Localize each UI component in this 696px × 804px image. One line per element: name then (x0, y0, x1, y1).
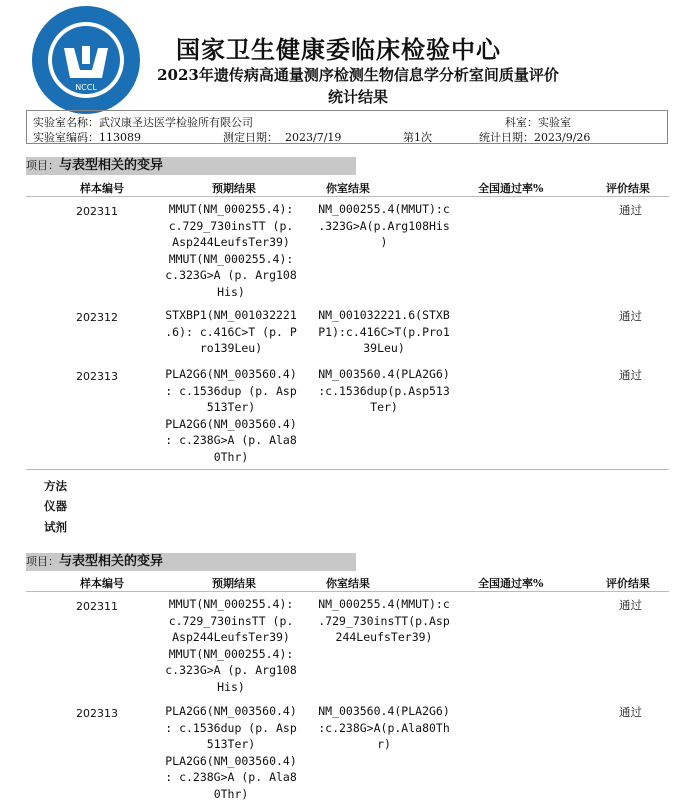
divider (26, 196, 669, 197)
col-pass-rate: 全国通过率% (478, 182, 544, 195)
divider (26, 469, 669, 470)
dept-label: 科室： (505, 116, 538, 129)
sample-id: 202311 (76, 205, 118, 218)
col-eval: 评价结果 (606, 182, 650, 195)
dept: 实验室 (538, 116, 571, 129)
expected-result: MMUT(NM_000255.4): c.729_730insTT (p. Asp244LeufsTer39) MMUT(NM_000255.4): c.323G>A (p. Arg108 His) (165, 202, 297, 299)
col-expected: 预期结果 (212, 182, 256, 195)
expected-result: MMUT(NM_000255.4): c.729_730insTT (p. Asp244LeufsTer39) MMUT(NM_000255.4): c.323G>A (p. Arg108 His) (165, 597, 297, 694)
your-result: NM_001032221.6(STXB P1):c.416C>T(p.Pro1 39Leu) (318, 308, 450, 355)
test-date-label: 测定日期： (223, 131, 278, 144)
lab-name: 武汉康圣达医学检验所有限公司 (99, 116, 253, 129)
eval-result: 通过 (619, 368, 642, 382)
nccl-logo (30, 4, 142, 116)
your-result: NM_003560.4(PLA2G6) :c.1536dup(p.Asp513 Ter) (318, 367, 450, 414)
eval-result: 通过 (619, 203, 642, 217)
lab-code-row (33, 129, 141, 145)
method-label: 方法 (44, 479, 67, 493)
section-name: 与表型相关的变异 (59, 158, 164, 173)
col-yours: 你室结果 (326, 577, 370, 590)
dept-row (505, 114, 571, 130)
sample-id: 202313 (76, 707, 118, 720)
reagent-label: 试剂 (44, 520, 67, 534)
round: 第1次 (403, 131, 432, 144)
col-expected: 预期结果 (212, 577, 256, 590)
eval-result: 通过 (619, 598, 642, 612)
section-prefix: 项目： (26, 555, 59, 568)
eval-result: 通过 (619, 309, 642, 323)
col-sample: 样本编号 (80, 182, 124, 195)
sample-id: 202311 (76, 600, 118, 613)
sample-id: 202312 (76, 311, 118, 324)
sample-id: 202313 (76, 370, 118, 383)
stat-date-label: 统计日期： (479, 131, 534, 144)
col-yours: 你室结果 (326, 182, 370, 195)
lab-code: 113089 (99, 131, 141, 144)
your-result: NM_000255.4(MMUT):c .729_730insTT(p.Asp 244LeufsTer39) (318, 597, 450, 644)
lab-code-label: 实验室编码： (33, 131, 99, 144)
expected-result: PLA2G6(NM_003560.4) : c.1536dup (p. Asp 513Ter) PLA2G6(NM_003560.4) : c.238G>A (p. Ala8 0Thr) (165, 704, 297, 801)
your-result: NM_000255.4(MMUT):c .323G>A(p.Arg108His ) (318, 202, 450, 249)
lab-name-row (33, 114, 253, 130)
section-header (26, 157, 356, 175)
col-sample: 样本编号 (80, 577, 124, 590)
lab-info-box (26, 110, 668, 144)
lab-name-label: 实验室名称： (33, 116, 99, 129)
section-header (26, 553, 356, 571)
expected-result: PLA2G6(NM_003560.4) : c.1536dup (p. Asp 513Ter) PLA2G6(NM_003560.4) : c.238G>A (p. Ala8 0Thr) (165, 367, 297, 464)
page-subtitle: 2023年遗传病高通量测序检测生物信息学分析室间质量评价 (157, 66, 559, 84)
col-eval: 评价结果 (606, 577, 650, 590)
eval-result: 通过 (619, 705, 642, 719)
test-date-row (223, 129, 341, 145)
section-name: 与表型相关的变异 (59, 554, 164, 569)
test-date: 2023/7/19 (285, 131, 342, 144)
page-subtitle-2: 统计结果 (327, 88, 388, 106)
stat-date-row (479, 129, 590, 145)
col-pass-rate: 全国通过率% (478, 577, 544, 590)
divider (26, 591, 669, 592)
instrument-label: 仪器 (44, 499, 67, 513)
expected-result: STXBP1(NM_001032221 .6): c.416C>T (p. P ro139Leu) (165, 308, 297, 355)
stat-date: 2023/9/26 (534, 131, 591, 144)
section-prefix: 项目： (26, 159, 59, 172)
your-result: NM_003560.4(PLA2G6) :c.238G>A(p.Ala80Th r) (318, 704, 450, 751)
page-title: 国家卫生健康委临床检验中心 (176, 35, 501, 64)
logo-center-text: NCCL (75, 83, 97, 92)
